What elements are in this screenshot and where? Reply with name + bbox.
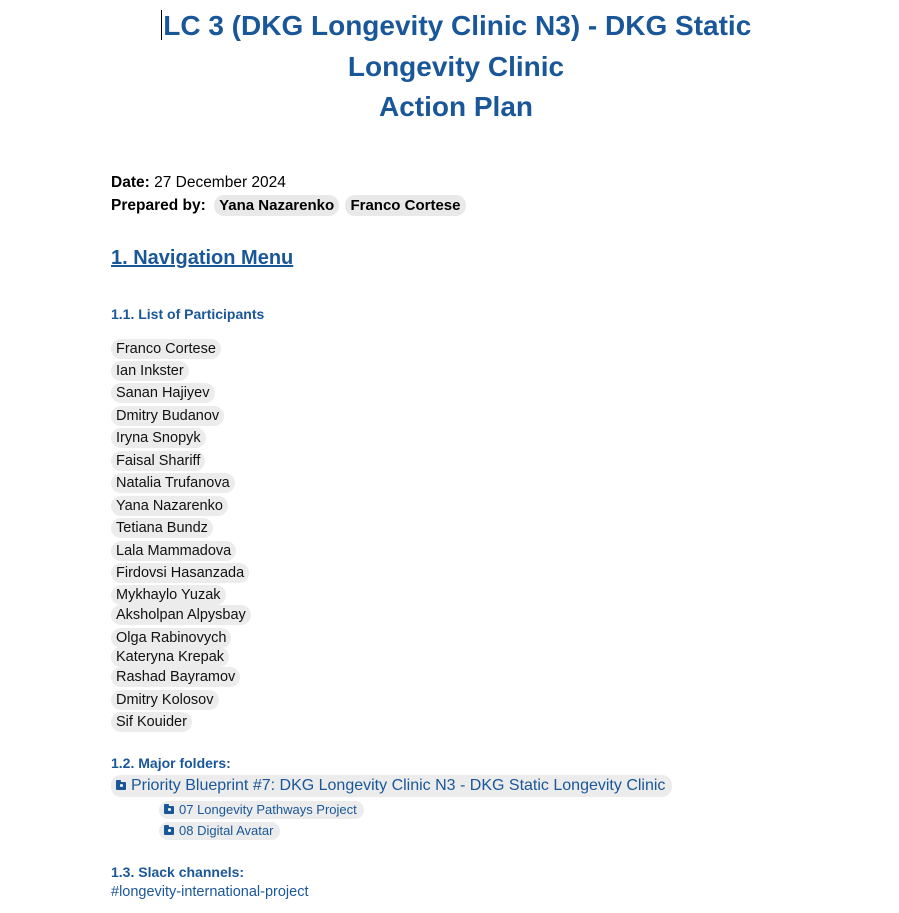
- participant-chip[interactable]: Sanan Hajiyev: [111, 383, 215, 403]
- participant-chip[interactable]: Mykhaylo Yuzak: [111, 585, 226, 605]
- person-chip-franco-cortese[interactable]: Franco Cortese: [345, 195, 465, 216]
- participant-chip[interactable]: Natalia Trufanova: [111, 473, 235, 493]
- participant-chip[interactable]: Rashad Bayramov: [111, 667, 240, 687]
- slack-channels-heading: 1.3. Slack channels:: [111, 864, 245, 880]
- document-title: [0, 6, 899, 128]
- person-chip-yana-nazarenko[interactable]: Yana Nazarenko: [214, 195, 339, 216]
- participant-chip[interactable]: Dmitry Budanov: [111, 406, 224, 426]
- major-folders-heading: 1.2. Major folders:: [111, 755, 231, 771]
- participant-chip[interactable]: Lala Mammadova: [111, 541, 236, 561]
- slack-channel-link[interactable]: #longevity-international-project: [111, 884, 309, 900]
- participant-chip[interactable]: Franco Cortese: [111, 339, 221, 359]
- title-line-3: Action Plan: [378, 91, 533, 122]
- participant-chip[interactable]: Sif Kouider: [111, 712, 192, 732]
- folder-link-digital-avatar[interactable]: [159, 822, 280, 840]
- text-cursor: [161, 10, 163, 40]
- folder-link-label: 08 Digital Avatar: [179, 823, 274, 838]
- participant-chip[interactable]: Iryna Snopyk: [111, 428, 206, 448]
- participant-chip[interactable]: Olga Rabinovych: [111, 628, 231, 648]
- date-label: Date:: [111, 174, 150, 191]
- prepared-by-row: [111, 195, 466, 216]
- folder-link-priority-blueprint[interactable]: [111, 775, 672, 797]
- participant-chip[interactable]: Kateryna Krepak: [111, 647, 229, 667]
- date-row: [111, 174, 286, 192]
- date-value: 27 December 2024: [154, 174, 286, 191]
- prepared-by-label: Prepared by:: [111, 197, 206, 214]
- title-line-1-text: LC 3 (DKG Longevity Clinic N3) - DKG Static: [163, 10, 752, 41]
- title-line-1: [0, 6, 899, 47]
- section-heading-navigation-menu[interactable]: 1. Navigation Menu: [111, 247, 294, 269]
- participant-chip[interactable]: Dmitry Kolosov: [111, 690, 219, 710]
- folder-link-longevity-pathways[interactable]: [159, 801, 364, 819]
- participants-heading: 1.1. List of Participants: [111, 306, 265, 322]
- participant-chip[interactable]: Yana Nazarenko: [111, 496, 228, 516]
- participant-chip[interactable]: Firdovsi Hasanzada: [111, 563, 249, 583]
- participant-chip[interactable]: Tetiana Bundz: [111, 518, 213, 538]
- folder-icon: [164, 806, 174, 814]
- title-line-2: Longevity Clinic: [347, 50, 565, 82]
- folder-link-label: 07 Longevity Pathways Project: [179, 802, 357, 817]
- participant-chip[interactable]: Aksholpan Alpysbay: [111, 605, 251, 625]
- participant-chip[interactable]: Faisal Shariff: [111, 451, 205, 471]
- folder-icon: [164, 827, 174, 835]
- participant-chip[interactable]: Ian Inkster: [111, 361, 189, 381]
- folder-icon: [116, 782, 126, 790]
- folder-link-label: Priority Blueprint #7: DKG Longevity Clinic N3 - DKG Static Longevity Clinic: [131, 777, 666, 794]
